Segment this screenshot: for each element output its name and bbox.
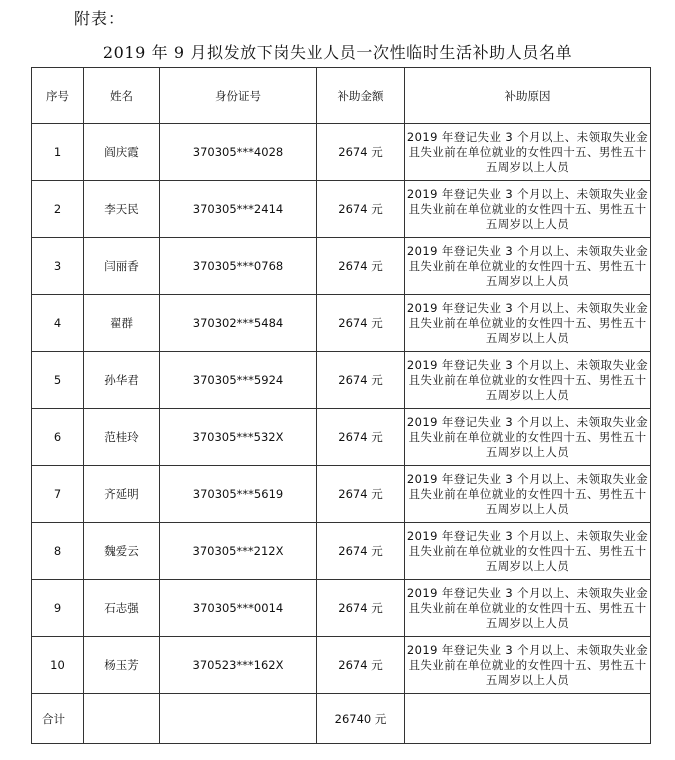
table-row xyxy=(32,580,651,637)
cell-id-number: 370305***0768 xyxy=(160,238,317,295)
table-row xyxy=(32,352,651,409)
header-amount: 补助金额 xyxy=(317,68,405,124)
cell-seq: 2 xyxy=(32,181,84,238)
cell-reason: 2019 年登记失业 3 个月以上、未领取失业金且失业前在单位就业的女性四十五、男性五十五周岁以上人员 xyxy=(405,466,651,523)
cell-id-number: 370305***532X xyxy=(160,409,317,466)
table-row xyxy=(32,238,651,295)
cell-amount: 2674 元 xyxy=(317,295,405,352)
table-row xyxy=(32,637,651,694)
cell-reason: 2019 年登记失业 3 个月以上、未领取失业金且失业前在单位就业的女性四十五、男性五十五周岁以上人员 xyxy=(405,238,651,295)
cell-reason: 2019 年登记失业 3 个月以上、未领取失业金且失业前在单位就业的女性四十五、男性五十五周岁以上人员 xyxy=(405,181,651,238)
cell-id-number: 370302***5484 xyxy=(160,295,317,352)
cell-id-number: 370305***5924 xyxy=(160,352,317,409)
total-label: 合计 xyxy=(32,694,84,744)
cell-id-number: 370523***162X xyxy=(160,637,317,694)
cell-reason: 2019 年登记失业 3 个月以上、未领取失业金且失业前在单位就业的女性四十五、男性五十五周岁以上人员 xyxy=(405,523,651,580)
cell-reason: 2019 年登记失业 3 个月以上、未领取失业金且失业前在单位就业的女性四十五、男性五十五周岁以上人员 xyxy=(405,637,651,694)
table-row xyxy=(32,295,651,352)
cell-amount: 2674 元 xyxy=(317,637,405,694)
cell-name: 李天民 xyxy=(84,181,160,238)
table-row xyxy=(32,466,651,523)
total-empty-id xyxy=(160,694,317,744)
cell-id-number: 370305***2414 xyxy=(160,181,317,238)
cell-name: 孙华君 xyxy=(84,352,160,409)
cell-amount: 2674 元 xyxy=(317,124,405,181)
table-row xyxy=(32,409,651,466)
cell-seq: 5 xyxy=(32,352,84,409)
cell-seq: 6 xyxy=(32,409,84,466)
annex-label: 附表： xyxy=(74,9,126,28)
cell-reason: 2019 年登记失业 3 个月以上、未领取失业金且失业前在单位就业的女性四十五、男性五十五周岁以上人员 xyxy=(405,580,651,637)
header-reason: 补助原因 xyxy=(405,68,651,124)
cell-seq: 4 xyxy=(32,295,84,352)
cell-amount: 2674 元 xyxy=(317,523,405,580)
header-name: 姓名 xyxy=(84,68,160,124)
cell-seq: 10 xyxy=(32,637,84,694)
cell-name: 翟群 xyxy=(84,295,160,352)
cell-seq: 7 xyxy=(32,466,84,523)
cell-name: 杨玉芳 xyxy=(84,637,160,694)
table-header-row xyxy=(32,68,651,124)
cell-id-number: 370305***0014 xyxy=(160,580,317,637)
cell-amount: 2674 元 xyxy=(317,466,405,523)
total-amount: 26740 元 xyxy=(317,694,405,744)
header-id-number: 身份证号 xyxy=(160,68,317,124)
cell-amount: 2674 元 xyxy=(317,181,405,238)
table-row xyxy=(32,124,651,181)
total-empty-reason xyxy=(405,694,651,744)
cell-seq: 3 xyxy=(32,238,84,295)
cell-reason: 2019 年登记失业 3 个月以上、未领取失业金且失业前在单位就业的女性四十五、男性五十五周岁以上人员 xyxy=(405,295,651,352)
cell-name: 齐延明 xyxy=(84,466,160,523)
document-title: 2019 年 9 月拟发放下岗失业人员一次性临时生活补助人员名单 xyxy=(102,43,573,62)
cell-name: 闫丽香 xyxy=(84,238,160,295)
total-empty-name xyxy=(84,694,160,744)
table-row xyxy=(32,181,651,238)
subsidy-recipient-table xyxy=(31,67,651,744)
cell-seq: 1 xyxy=(32,124,84,181)
cell-name: 范桂玲 xyxy=(84,409,160,466)
cell-id-number: 370305***5619 xyxy=(160,466,317,523)
cell-reason: 2019 年登记失业 3 个月以上、未领取失业金且失业前在单位就业的女性四十五、男性五十五周岁以上人员 xyxy=(405,124,651,181)
cell-id-number: 370305***4028 xyxy=(160,124,317,181)
cell-amount: 2674 元 xyxy=(317,238,405,295)
cell-name: 魏爱云 xyxy=(84,523,160,580)
total-row xyxy=(32,694,651,744)
cell-name: 石志强 xyxy=(84,580,160,637)
cell-seq: 8 xyxy=(32,523,84,580)
cell-reason: 2019 年登记失业 3 个月以上、未领取失业金且失业前在单位就业的女性四十五、男性五十五周岁以上人员 xyxy=(405,409,651,466)
cell-amount: 2674 元 xyxy=(317,580,405,637)
cell-id-number: 370305***212X xyxy=(160,523,317,580)
header-seq: 序号 xyxy=(32,68,84,124)
table-row xyxy=(32,523,651,580)
cell-name: 阎庆霞 xyxy=(84,124,160,181)
cell-amount: 2674 元 xyxy=(317,409,405,466)
cell-reason: 2019 年登记失业 3 个月以上、未领取失业金且失业前在单位就业的女性四十五、男性五十五周岁以上人员 xyxy=(405,352,651,409)
cell-seq: 9 xyxy=(32,580,84,637)
cell-amount: 2674 元 xyxy=(317,352,405,409)
